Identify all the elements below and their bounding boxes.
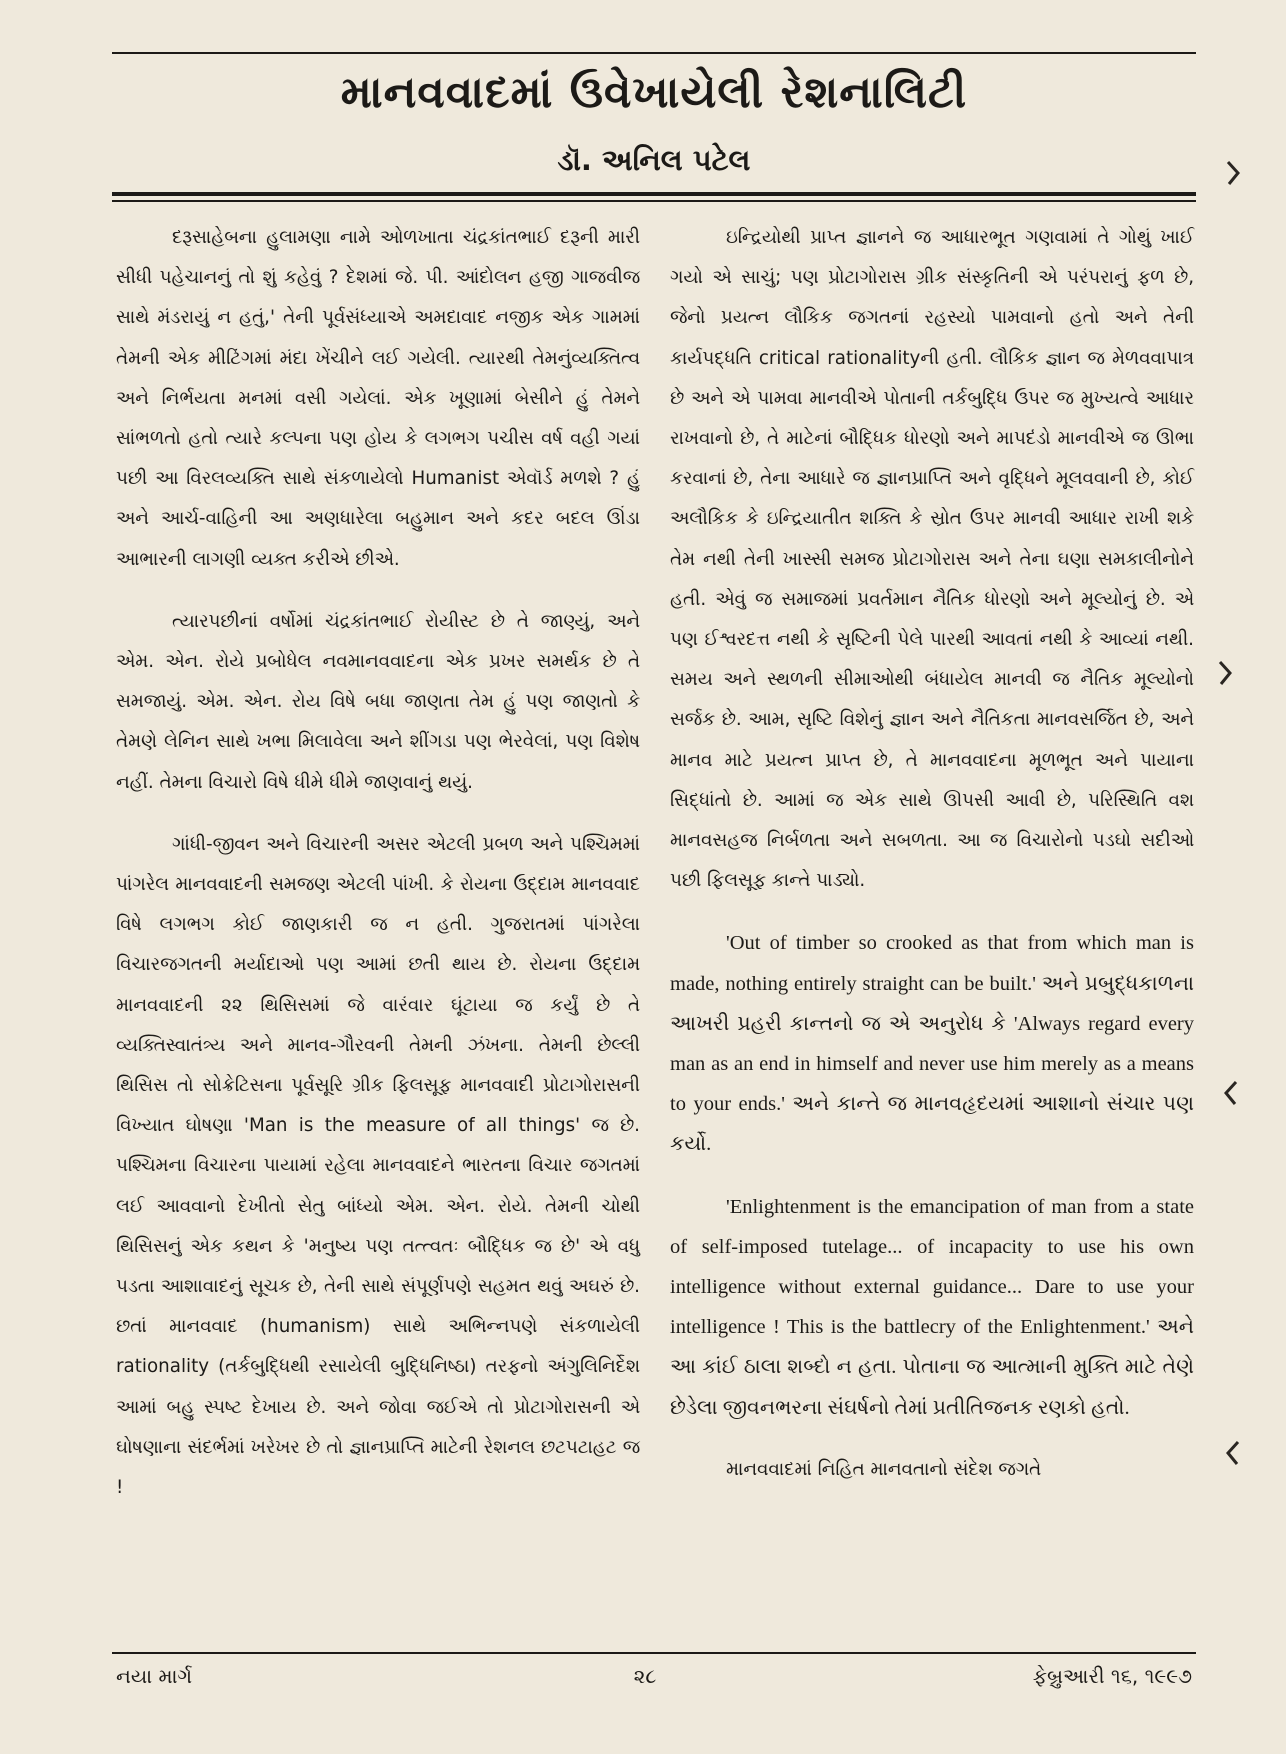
article-title: માનવવાદમાં ઉવેખાયેલી રેશનાલિટી (340, 67, 968, 118)
footer-date: ફેબ્રુઆરી ૧૬, ૧૯૯૭ (1032, 1664, 1192, 1688)
paragraph: દરૂસાહેબના હુલામણા નામે ઓળખાતા ચંદ્રકાંતભાઈ દરૂની મારી સીધી પહેચાનનું તો શું કહેવું ? દેશમાં જે. પી. આંદોલન હજી ગાજવીજ સાથે મંડરાયું ન હતું,' તેની પૂર્વસંધ્યાએ અમદાવાદ નજીક એક ગામમાં તેમની એક મીટિંગમાં મંદા ખેંચીને લઈ ગયેલી. ત્યારથી તેમનુંવ્યક્તિત્વ અને નિર્ભયતા મનમાં વસી ગયેલાં. એક ખૂણામાં બેસીને હું તેમને સાંભળતો હતો ત્યારે કલ્પના પણ હોય કે લગભગ પચીસ વર્ષ વહી ગયાં પછી આ વિરલવ્યક્તિ સાથે સંકળાયેલો Humanist એવૉર્ડ મળશે ? હું અને આર્ચ-વાહિની આ અણધારેલા બહુમાન અને કદર બદલ ઊંડા આભારની લાગણી વ્યક્ત કરીએ છીએ. (116, 227, 640, 570)
paragraph: ઇન્દ્રિયોથી પ્રાપ્ત જ્ઞાનને જ આધારભૂત ગણવામાં તે ગોથું ખાઈ ગયો એ સાચું; પણ પ્રોટાગોરાસ ગ્રીક સંસ્કૃતિની એ પરંપરાનું ફળ છે, જેનો પ્રયત્ન લૌકિક જગતનાં રહસ્યો પામવાનો હતો અને તેની કાર્યપદ્ધતિ critical rationalityની હતી. લૌકિક જ્ઞાન જ મેળવવાપાત્ર છે અને એ પામવા માનવીએ પોતાની તર્કબુદ્ધિ ઉપર જ મુખ્યત્વે આધાર રાખવાનો છે, તે માટેનાં બૌદ્ધિક ધોરણો અને માપદંડો માનવીએ જ ઊભા કરવાનાં છે, તેના આધારે જ જ્ઞાનપ્રાપ્તિ અને વૃદ્ધિને મૂલવવાની છે, કોઈ અલૌકિક કે ઇન્દ્રિયાતીત શક્તિ કે સ્રોત ઉપર માનવી આધાર રાખી શકે તેમ નથી તેની ખાસ્સી સમજ પ્રોટાગોરાસ અને તેના ઘણા સમકાલીનોને હતી. એવું જ સમાજમાં પ્રવર્તમાન નૈતિક ધોરણો અને મૂલ્યોનું છે. એ પણ ઈશ્વરદત્ત નથી કે સૃષ્ટિની પેલે પારથી આવતાં નથી કે આવ્યાં નથી. સમય અને સ્થળની સીમાઓથી બંધાયેલ માનવી જ નૈતિક મૂલ્યોનો સર્જક છે. આમ, સૃષ્ટિ વિશેનું જ્ઞાન અને નૈતિકતા માનવસર્જિત છે, અને માનવ માટે પ્રયત્ન પ્રાપ્ત છે, તે માનવવાદના મૂળભૂત અને પાયાના સિદ્ધાંતો છે. આમાં જ એક સાથે ઊપસી આવી છે, પરિસ્થિતિ વશ માનવસહજ નિર્બળતા અને સબળતા. આ જ વિચારોનો પડઘો સદીઓ પછી ફિલસૂફ કાન્તે પાડ્યો. (670, 227, 1194, 892)
header-rule-thick (112, 192, 1196, 196)
header-rule-thin (112, 200, 1196, 202)
footer-page-number: ૨૮ (633, 1664, 657, 1688)
footer-magazine-name: નયા માર્ગ (116, 1664, 193, 1688)
article-author: ડૉ. અનિલ પટેલ (557, 143, 751, 177)
paragraph: ત્યારપછીનાં વર્ષોમાં ચંદ્રકાંતભાઈ રોયીસ્ટ છે તે જાણ્યું, અને એમ. એન. રોયે પ્રબોધેલ નવમાનવવાદના એક પ્રખર સમર્થક છે તે સમજાયું. એમ. એન. રોય વિષે બધા જાણતા તેમ હું પણ જાણતો કે તેમણે લેનિન સાથે ખભા મિલાવેલા અને શીંગડા પણ ભેરવેલાં, પણ વિશેષ નહીં. તેમના વિચારો વિષે ધીમે ધીમે જાણવાનું થયું. (116, 610, 640, 793)
paragraph: માનવવાદમાં નિહિત માનવતાનો સંદેશ જગતે (726, 1458, 1042, 1480)
binding-mark-icon (1226, 160, 1236, 182)
left-column (116, 218, 640, 1508)
binding-mark-icon (1226, 1440, 1236, 1462)
footer-rule (112, 1652, 1196, 1654)
binding-mark-icon (1224, 1080, 1234, 1102)
paragraph: ગાંધી-જીવન અને વિચારની અસર એટલી પ્રબળ અને પશ્ચિમમાં પાંગરેલ માનવવાદની સમજણ એટલી પાંખી. કે રોયના ઉદ્દામ માનવવાદ વિષે લગભગ કોઈ જાણકારી જ ન હતી. ગુજરાતમાં પાંગરેલા વિચારજગતની મર્યાદાઓ પણ આમાં છતી થાય છે. રોયના ઉદ્દામ માનવવાદની ૨૨ થિસિસમાં જે વારંવાર ઘૂંટાયા જ કર્યું છે તે વ્યક્તિસ્વાતંત્ર્ય અને માનવ-ગૌરવની તેમની ઝંખના. તેમની છેલ્લી થિસિસ તો સોક્રેટિસના પૂર્વસૂરિ ગ્રીક ફિલસૂફ માનવવાદી પ્રોટાગોરાસની વિખ્યાત ઘોષણા 'Man is the measure of all things' જ છે. પશ્ચિમના વિચારના પાયામાં રહેલા માનવવાદને ભારતના વિચાર જગતમાં લઈ આવવાનો દેખીતો સેતુ બાંધ્યો એમ. એન. રોયે. તેમની ચોથી થિસિસનું એક કથન કે 'મનુષ્ય પણ તત્ત્વતઃ બૌદ્ધિક જ છે' એ વધુ પડતા આશાવાદનું સૂચક છે, તેની સાથે સંપૂર્ણપણે સહમત થવું અઘરું છે. છતાં માનવવાદ (humanism) સાથે અભિન્નપણે સંકળાયેલી rationality (તર્કબુદ્ધિથી રસાયેલી બુદ્ધિનિષ્ઠા) તરફનો અંગુલિનિર્દેશ આમાં બહુ સ્પષ્ટ દેખાય છે. અને જોવા જઈએ તો પ્રોટાગોરાસની એ ઘોષણાના સંદર્ભમાં ખરેખર છે તો જ્ઞાનપ્રાપ્તિ માટેની રેશનલ છટપટાહટ જ ! (116, 833, 640, 1499)
quote-paragraph: 'Enlightenment is the emancipation of man from a state of self-imposed tutelage... of incapacity to use his own intelligence without external guidance... Dare to use your intelligence ! This is the battlecry of the Enlightenment.' અને આ કાંઈ ઠાલા શબ્દો ન હતા. પોતાના જ આત્માની મુક્તિ માટે તેણે છેડેલા જીવનભરના સંઘર્ષનો તેમાં પ્રતીતિજનક રણકો હતો. (670, 1195, 1194, 1419)
quote-paragraph: 'Out of timber so crooked as that from which man is made, nothing entirely straight can be built.' અને પ્રબુદ્ધકાળના આખરી પ્રહરી કાન્તનો જ એ અનુરોધ કે 'Always regard every man as an end in himself and never use him merely as a means to your ends.' અને કાન્તે જ માનવહૃદયમાં આશાનો સંચાર પણ કર્યો. (670, 932, 1194, 1156)
binding-mark-icon (1218, 660, 1228, 682)
top-rule (112, 52, 1196, 54)
right-column (670, 218, 1194, 1490)
